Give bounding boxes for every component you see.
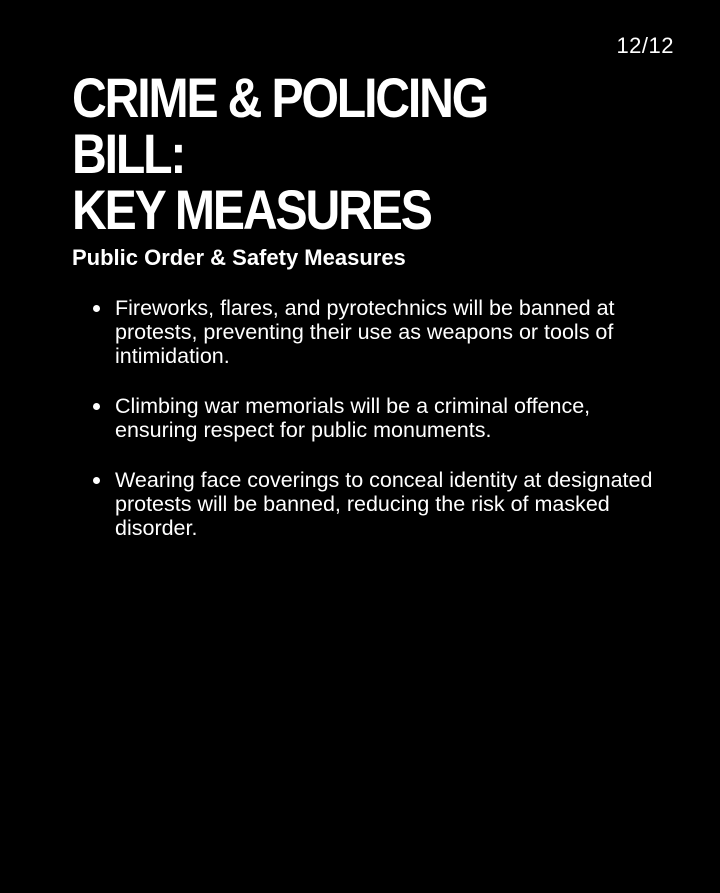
bullet-icon xyxy=(93,477,100,484)
list-item-text: Fireworks, flares, and pyrotechnics will be banned at protests, preventing their use as weapons or tools of intimidation. xyxy=(115,296,615,368)
bullet-icon xyxy=(93,305,100,312)
page-title-line-2: KEY MEASURES xyxy=(72,178,431,241)
list-item xyxy=(92,468,662,540)
list-item xyxy=(92,394,662,442)
list-item-text: Wearing face coverings to conceal identity at designated protests will be banned, reducing the risk of masked disorder. xyxy=(115,468,653,540)
section-heading: Public Order & Safety Measures xyxy=(72,245,406,270)
bullet-icon xyxy=(93,403,100,410)
page-title xyxy=(72,66,588,241)
list-item xyxy=(92,296,662,368)
list-item-text: Climbing war memorials will be a criminal offence, ensuring respect for public monuments. xyxy=(115,394,591,442)
page-title-line-1: CRIME & POLICING BILL: xyxy=(72,66,488,185)
measures-list xyxy=(92,296,662,566)
page-counter: 12/12 xyxy=(616,33,674,58)
